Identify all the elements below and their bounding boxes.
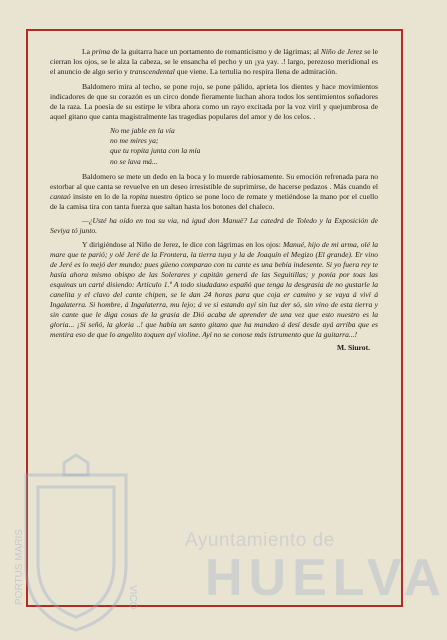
- text-run: insiste en lo de la: [70, 192, 130, 202]
- verse-line: que tu ropita junta con la mía: [110, 146, 201, 156]
- watermark-shield-text: PORTUS MARIS: [14, 529, 25, 605]
- verse-line: No me jable en la vía: [110, 125, 175, 135]
- verse: [110, 126, 378, 168]
- text-run: de la guitarra hace un portamento de romanticismo y de lágrimas; al: [110, 47, 321, 56]
- signature: M. Siurot.: [337, 342, 370, 352]
- watermark-line-1: Ayuntamiento de: [185, 530, 335, 551]
- text-run: Baldomero se mete un dedo en la boca y lo muerde rabiosamente. Su emoción refrenada para no estorbar al que canta se revuelve en un deseo irresistible de suprimirse, de hacerse pedazos . Más cuando el: [50, 172, 378, 192]
- watermark-line-2: HUELVA: [205, 549, 447, 607]
- paragraph-1: [50, 47, 378, 77]
- paragraph-3: [50, 172, 378, 212]
- italic-run: cantaó: [50, 192, 71, 202]
- text-run: Y dirigiéndose al Niño de Jerez, le dice con lágrimas en los ojos:: [82, 240, 283, 250]
- italic-run: Manué, hijo de mi arma, olé la mare que te parió; y olé Jeré de la Frontera, la tierra tuya y la de Joaquín el Megizo (El grande). Er vino de Jeré es lo mejó der mundo; pues güeno comparao con tu cante es una bebía indesente. Si yo fuera rey te hasía ahora mismo obispo de las Solerares y capitán generá de las Seguitillas; y ponía por toas las esquinas un carté disiendo: Artículo 1.º A todo siudadano españó que tenga la desgrasia de no gustarle la canelita y el clavo del cante chipen, se le dan 24 horas para que coja er camino y se vaya á viví á Ingalaterra. Si hombre, á Ingalaterra, mu lejo; á ve si estando ayí sin luz der só, sin vino de esta tierra y sin cante que le diga cosas de la grasia de Dió acaba de aprender de una vez que esto nuestro es la gloria... ¡Si señó, la gloria ..! que había un santo gitano que ha mandao á desí desde ayá arriba que es mentira eso de que lo angelito toquen ayí violine. Ayí no se conose más istrumento que la guitarra...!: [50, 240, 378, 339]
- watermark-shield-text-right: VICO: [127, 585, 138, 610]
- text-run: se le cierran los ojos, se le alza la cabeza, se le ensancha el pecho y un ¡ya yay. .! largo, perezoso meridional es el anuncio de algo serio y: [50, 47, 378, 76]
- italic-run: ropita: [129, 192, 148, 202]
- paragraph-4: [50, 216, 378, 236]
- italic-run: prima: [91, 47, 111, 56]
- italic-run: Niño de Jerez: [320, 47, 363, 56]
- article-body: [50, 47, 378, 353]
- text-run: que viene. La tertulia no respira llena de admiración.: [174, 66, 338, 76]
- italic-run: transcendental: [129, 66, 175, 76]
- paragraph-2: [50, 82, 378, 122]
- text-run: La: [82, 47, 92, 56]
- verse-line: no se lava má...: [110, 156, 158, 166]
- verse-line: no me mires ya;: [110, 136, 159, 146]
- italic-run: —¿Usté ha oído en toa su via, ná igud don Manuë? La catedrá de Toledo y la Exposición de Seviya tó junto.: [50, 216, 378, 236]
- text-run: Baldomero mira al techo, se pone rojo, se pone pálido, aprieta los dientes y hace movimientos indicadores de que su corazón es un circo donde fieramente luchan ahora todos los sentimientos soñadores de la raza. La poesía de su estirpe le vibra ahora como un rayo excitada por la voz viril y quejumbrosa de aquel gitano que canta magistralmente las tragedias populares del amor y de los celos. .: [50, 81, 378, 121]
- text-run: nuestro óptico se pone loco de remate y metiéndose la mano por el cuello de la camisa tira con tanta fuerza que saltan hasta los botones del chaleco.: [50, 192, 378, 212]
- paragraph-5: [50, 240, 378, 340]
